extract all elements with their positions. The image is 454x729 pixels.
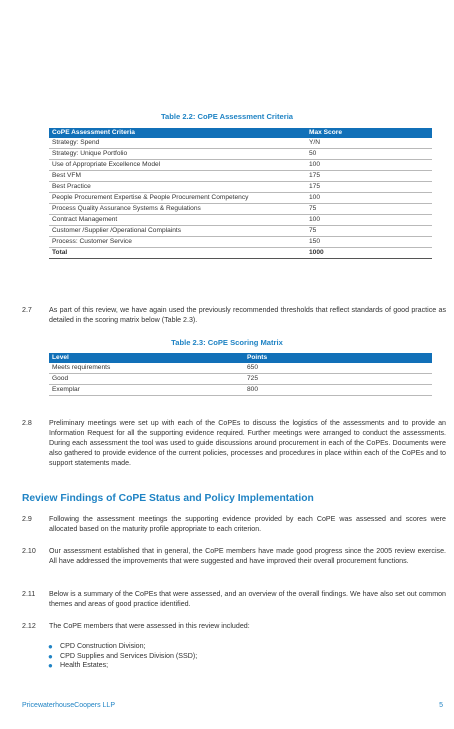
paragraph-2-12: [22, 621, 446, 631]
table-row: [49, 160, 432, 171]
paragraph-text: Our assessment established that in general, the CoPE members have made good progress since the 2005 review exercise. All have addressed the improvements that were suggested and have improved their overall procurement functions.: [49, 547, 446, 565]
cope-assessment-criteria-table: [49, 128, 432, 259]
table-row: [49, 193, 432, 204]
criteria-cell: Customer /Supplier /Operational Complaints: [49, 226, 306, 237]
score-cell: 50: [306, 149, 432, 160]
table-row: [49, 374, 432, 385]
criteria-cell: Strategy: Spend: [49, 138, 306, 149]
table-row: [49, 171, 432, 182]
paragraph-number: 2.11: [22, 590, 36, 598]
table-row: [49, 204, 432, 215]
score-cell: 175: [306, 171, 432, 182]
list-item-text: CPD Construction Division;: [60, 642, 146, 650]
criteria-cell: Process: Customer Service: [49, 237, 306, 248]
paragraph-2-10: [22, 546, 446, 566]
table-row: [49, 138, 432, 149]
table-2-2-caption: Table 2.2: CoPE Assessment Criteria: [160, 112, 294, 121]
table-row: [49, 149, 432, 160]
points-cell: 800: [244, 385, 432, 396]
paragraph-text: Below is a summary of the CoPEs that were assessed, and an overview of the overall findings. We have also set out common themes and areas of good practice identified.: [49, 590, 446, 608]
footer-page-number: 5: [439, 702, 443, 709]
bullet-icon: ●: [48, 661, 53, 671]
table-header-row: [49, 353, 432, 363]
table-row: [49, 363, 432, 374]
list-item-text: Health Estates;: [60, 661, 109, 670]
level-cell: Exemplar: [49, 385, 244, 396]
level-cell: Meets requirements: [49, 363, 244, 374]
list-item: [48, 652, 197, 662]
total-label: Total: [49, 248, 306, 259]
table-row: [49, 182, 432, 193]
paragraph-2-7: [22, 305, 446, 325]
header-criteria: CoPE Assessment Criteria: [49, 128, 306, 138]
footer-company: PricewaterhouseCoopers LLP: [22, 702, 115, 709]
score-cell: 100: [306, 193, 432, 204]
criteria-cell: People Procurement Expertise & People Procurement Competency: [49, 193, 306, 204]
criteria-cell: Contract Management: [49, 215, 306, 226]
header-max-score: Max Score: [306, 128, 432, 138]
table-header-row: [49, 128, 432, 138]
points-cell: 725: [244, 374, 432, 385]
table-row: [49, 385, 432, 396]
criteria-cell: Process Quality Assurance Systems & Regulations: [49, 204, 306, 215]
criteria-cell: Strategy: Unique Portfolio: [49, 149, 306, 160]
table-row: [49, 237, 432, 248]
score-cell: 75: [306, 226, 432, 237]
list-item: [48, 661, 197, 671]
cope-members-list: [48, 642, 197, 671]
bullet-icon: ●: [48, 642, 53, 651]
total-score: 1000: [306, 248, 432, 259]
paragraph-number: 2.8: [22, 419, 32, 427]
paragraph-2-11: [22, 589, 446, 609]
paragraph-text: Following the assessment meetings the supporting evidence provided by each CoPE was assessed and scores were allocated based on the maturity profile appropriate to each criterion.: [49, 515, 446, 533]
bullet-icon: ●: [48, 651, 53, 661]
paragraph-text: Preliminary meetings were set up with each of the CoPEs to discuss the logistics of the assessments and to provide an Information Request for all the supporting evidence required. Further meetings were arranged to conduct the assessments. During each assessment the tool was used to guide discussions around procurement in each of the CoPEs. Documents were also gathered to provide evidence of the current policies, processes and procedures in place within each of the CoPEs and to support statements made.: [49, 419, 446, 467]
paragraph-text: As part of this review, we have again used the previously recommended thresholds that reflect standards of good practice as detailed in the scoring matrix below (Table 2.3).: [49, 306, 446, 324]
criteria-cell: Best Practice: [49, 182, 306, 193]
paragraph-number: 2.9: [22, 515, 32, 523]
paragraph-number: 2.7: [22, 306, 32, 314]
score-cell: 100: [306, 215, 432, 226]
list-item: [48, 642, 197, 652]
criteria-cell: Best VFM: [49, 171, 306, 182]
criteria-cell: Use of Appropriate Excellence Model: [49, 160, 306, 171]
score-cell: 75: [306, 204, 432, 215]
score-cell: 150: [306, 237, 432, 248]
score-cell: Y/N: [306, 138, 432, 149]
score-cell: 100: [306, 160, 432, 171]
table-row: [49, 215, 432, 226]
points-cell: 650: [244, 363, 432, 374]
table-row: [49, 226, 432, 237]
total-row: [49, 248, 432, 259]
paragraph-2-8: [22, 418, 446, 468]
level-cell: Good: [49, 374, 244, 385]
list-item-text: CPD Supplies and Services Division (SSD);: [60, 651, 198, 660]
paragraph-number: 2.12: [22, 622, 36, 630]
paragraph-2-9: [22, 514, 446, 534]
cope-scoring-matrix-table: [49, 353, 432, 396]
header-level: Level: [49, 353, 244, 363]
section-heading: Review Findings of CoPE Status and Policy Implementation: [22, 493, 314, 504]
table-2-3-caption: Table 2.3: CoPE Scoring Matrix: [171, 338, 283, 347]
paragraph-text: The CoPE members that were assessed in this review included:: [49, 622, 250, 630]
paragraph-number: 2.10: [22, 547, 36, 555]
header-points: Points: [244, 353, 432, 363]
score-cell: 175: [306, 182, 432, 193]
